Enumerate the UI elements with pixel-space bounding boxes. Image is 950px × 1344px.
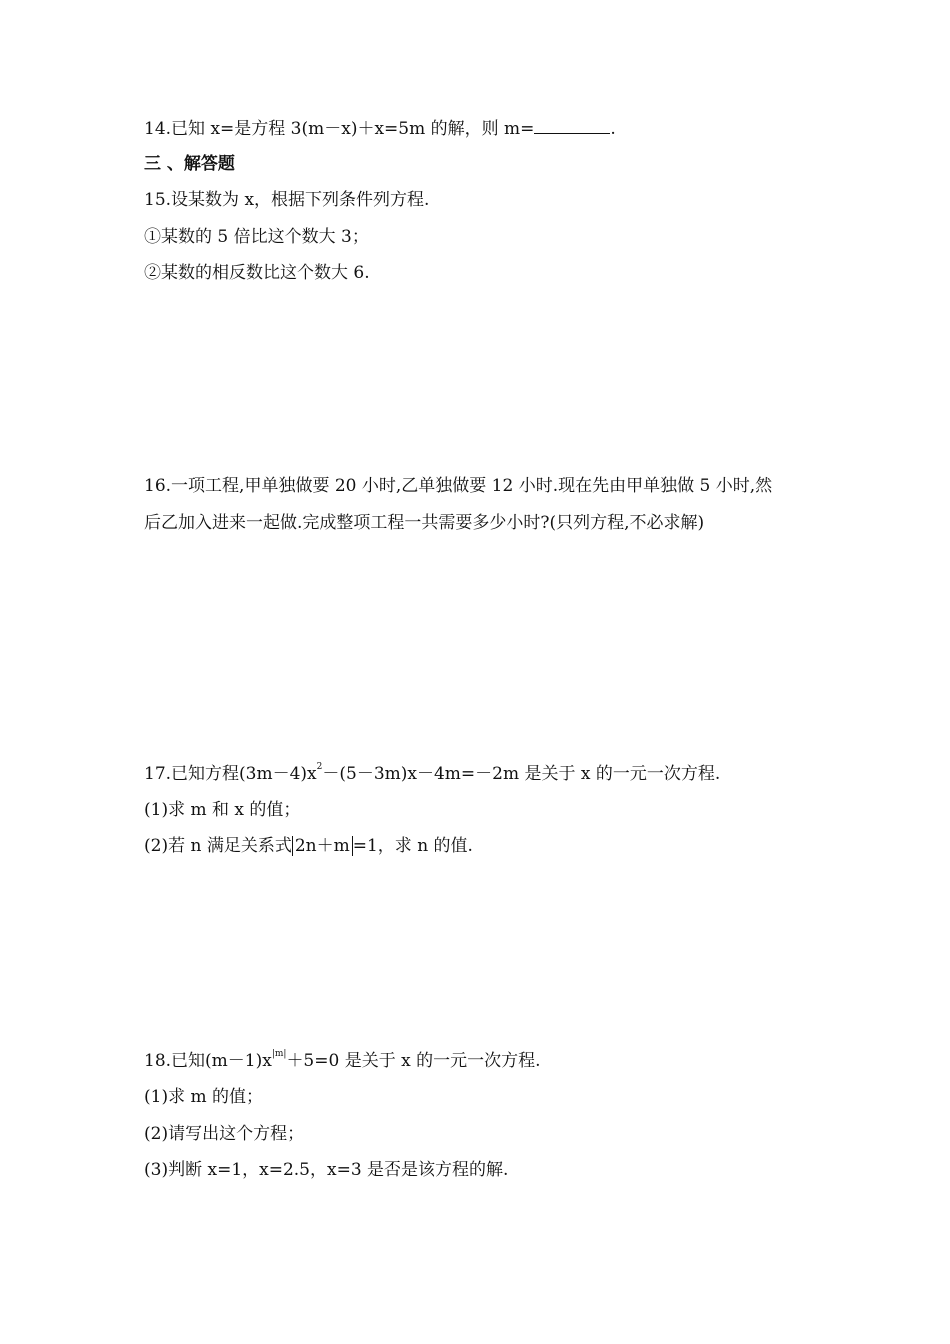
answer-blank xyxy=(534,116,610,134)
q17-item-2-a: (2)若 n 满足关系式 xyxy=(144,836,292,856)
q15-item-1: ①某数的 5 倍比这个数大 3； xyxy=(144,227,369,247)
q17-abs-expression: 2n＋m xyxy=(292,836,353,856)
q18-stem-b: ＋5=0 是关于 x 的一元一次方程. xyxy=(286,1051,541,1071)
q17-stem-b: －(5－3m)x－4m=－2m 是关于 x 的一元一次方程. xyxy=(322,764,721,784)
q18-item-2: (2)请写出这个方程； xyxy=(144,1124,305,1144)
section-heading xyxy=(144,152,235,176)
q18-item-3: (3)判断 x=1，x=2.5，x=3 是否是该方程的解. xyxy=(144,1160,509,1180)
section-title: 三 、解答题 xyxy=(144,154,235,174)
q16-line-2: 后乙加入进来一起做.完成整项工程一共需要多少小时?(只列方程,不必求解) xyxy=(144,513,705,533)
q18-stem xyxy=(144,1049,541,1073)
q16-line-1: 16.一项工程,甲单独做要 20 小时,乙单独做要 12 小时.现在先由甲单独做 5 小时,然 xyxy=(144,476,773,496)
q17-item-2 xyxy=(144,834,473,858)
q17-item-1: (1)求 m 和 x 的值； xyxy=(144,800,301,820)
q17-exponent: 2 xyxy=(316,762,323,772)
q15-item-2: ②某数的相反数比这个数大 6. xyxy=(144,263,370,283)
q14-suffix: . xyxy=(610,119,616,139)
q17-stem-a: 17.已知方程(3m－4)x xyxy=(144,764,317,784)
q17-item-2-b: =1，求 n 的值. xyxy=(352,836,473,856)
q18-exponent: |m| xyxy=(271,1049,287,1059)
q14-text: 14.已知 x=是方程 3(m－x)＋x=5m 的解，则 m= xyxy=(144,119,535,139)
q18-item-1: (1)求 m 的值； xyxy=(144,1087,264,1107)
q17-stem xyxy=(144,762,720,786)
q15-stem: 15.设某数为 x，根据下列条件列方程. xyxy=(144,190,430,210)
q18-stem-a: 18.已知(m－1)x xyxy=(144,1051,272,1071)
question-14 xyxy=(144,116,616,141)
